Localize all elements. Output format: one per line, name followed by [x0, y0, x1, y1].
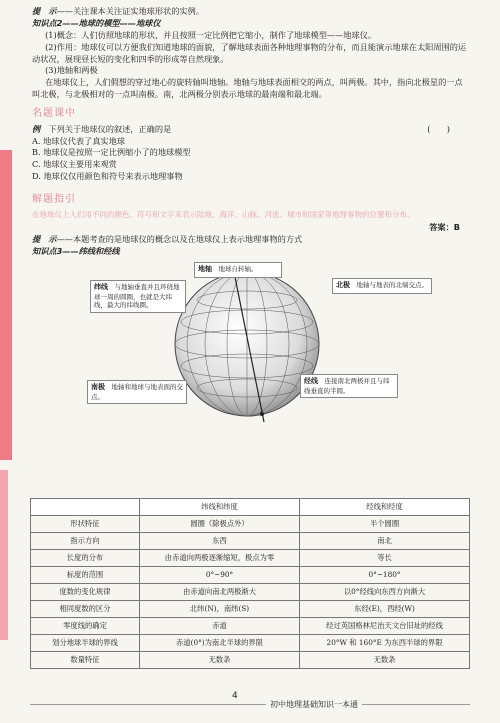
knowledge-point-2-title: 知识点2——地球的模型——地球仪: [32, 17, 161, 28]
label-latitude-text: 与地轴垂直并且环绕地球一周的圆圈，也就是大纬线，最大的纬线圈。: [94, 283, 180, 310]
table-row: [31, 618, 470, 635]
tip-2-label: 提 示: [32, 234, 57, 245]
table-cell: 赤道: [140, 618, 300, 635]
label-meridian: [300, 374, 398, 398]
table-cell: 标度的范围: [31, 567, 140, 584]
label-latitude-title: 纬线: [94, 283, 108, 292]
table-row: [31, 584, 470, 601]
label-axis: [194, 262, 282, 277]
answer-bracket: ( ): [427, 123, 450, 134]
table-row: [31, 567, 470, 584]
table-cell: 由赤道向南北两极渐大: [140, 584, 300, 601]
table-cell: 0°~180°: [300, 567, 470, 584]
label-north-title: 北极: [336, 281, 350, 290]
page-footer: [0, 690, 500, 718]
south-pole-dot: [260, 412, 264, 416]
table-cell: 形状特征: [31, 516, 140, 533]
label-meridian-title: 经线: [304, 377, 318, 386]
table-header: [31, 499, 140, 516]
table-cell: 度数的变化规律: [31, 584, 140, 601]
answer-row: [32, 222, 460, 234]
table-row: [31, 516, 470, 533]
kp2-item-2: (2)作用：地球仪可以方便我们知道地球的面貌，了解地球表面各种地理事物的分布，而且能演示地球在太阳周围的运动状况，展现昼长短的变化和四季的形成等自然现象。: [32, 41, 467, 64]
table-cell: 东西: [140, 533, 300, 550]
table-header: 纬线和纬度: [140, 499, 300, 516]
table-row: [31, 533, 470, 550]
label-south-text: 地轴和地球与地表面的交点。: [91, 383, 183, 401]
table-cell: 经过英国格林尼治天文台旧址的经线: [300, 618, 470, 635]
table-cell: 赤道(0°)为南北半球的界限: [140, 635, 300, 652]
choice-b: B. 地球仪是按照一定比例缩小了的地球模型: [32, 147, 191, 158]
example-label: 例: [32, 123, 41, 134]
choice-c: C. 地球仪主要用来观赏: [32, 159, 117, 170]
table-cell: 长度的分布: [31, 550, 140, 567]
footer-rule: [30, 704, 470, 705]
table-row: [31, 601, 470, 618]
table-cell: 南北: [300, 533, 470, 550]
example-section-title: 名题课中: [32, 108, 76, 120]
table-cell: 以0°经线向东西方向渐大: [300, 584, 470, 601]
knowledge-point-3-title: 知识点3——纬线和经线: [32, 246, 120, 257]
choice-a: A. 地球仪代表了真实地球: [32, 135, 125, 146]
page-content: [32, 6, 470, 422]
label-meridian-text: 连接南北两极并且与纬线垂直的半圆。: [304, 377, 390, 395]
label-north: [332, 278, 432, 293]
tip-1: [32, 6, 470, 18]
table-cell: 指示方向: [31, 533, 140, 550]
book-title: 初中地理基础知识一本通: [266, 699, 362, 711]
example-question-row: [32, 124, 470, 136]
label-axis-text: 地球自转轴。: [218, 265, 258, 274]
label-latitude: [90, 280, 186, 313]
page-number: 4: [232, 691, 238, 701]
page-edge-band-lower: [0, 470, 8, 640]
table-cell: 由赤道向两极逐渐缩短，极点为零: [140, 550, 300, 567]
example-question: 下列关于地球仪的叙述，正确的是: [48, 123, 172, 134]
table-cell: 划分地球半球的界线: [31, 635, 140, 652]
analysis-section-title: 解题指引: [32, 194, 76, 206]
label-south: [87, 380, 187, 404]
table-row: [31, 652, 470, 669]
label-south-title: 南极: [91, 383, 105, 392]
answer: 答案：B: [429, 222, 460, 233]
tip-2-text: ——本题考查的是地球仪的概念以及在地球仪上表示地理事物的方式: [56, 234, 303, 245]
label-axis-title: 地轴: [198, 265, 212, 274]
table-cell: 20°W 和 160°E 为东西半球的界限: [300, 635, 470, 652]
table-cell: 圆圈（除极点外）: [140, 516, 300, 533]
kp2-item-1: (1)概念：人们仿照地球的形状，并且按照一定比例把它缩小，制作了地球模型——地球仪。: [45, 29, 377, 40]
table-cell: 数量特征: [31, 652, 140, 669]
table-cell: 0°~90°: [140, 567, 300, 584]
table-cell: 无数条: [140, 652, 300, 669]
table-header-row: [31, 499, 470, 516]
kp2-item-4: 在地球仪上，人们假想的穿过地心的旋转轴叫地轴。地轴与地球表面相交的两点，叫两极。其中，指向北极星的一点叫北极，与北极相对的一点叫南极。南，北两极分别表示地球的最南端和最北端。: [32, 77, 463, 100]
table-cell: 无数条: [300, 652, 470, 669]
table-row: [31, 550, 470, 567]
table-cell: 半个圆圈: [300, 516, 470, 533]
page-edge-band: [0, 150, 12, 460]
table-cell: 北纬(N)，南纬(S): [140, 601, 300, 618]
table-header: 经线和经度: [300, 499, 470, 516]
choices-list: [32, 136, 470, 184]
table-cell: 零度线的确定: [31, 618, 140, 635]
kp2-item-3: (3)地轴和两极: [45, 65, 98, 76]
analysis-text: 在地球仪上人们用不同的颜色、符号和文字来表示陆地、海洋、山脉、河流、城市和国家等地理事物的位置和分布。: [32, 209, 415, 219]
table-cell: 等长: [300, 550, 470, 567]
tip-1-text: ——关注课本关注证实地球形状的实例。: [56, 6, 204, 16]
table-row: [31, 635, 470, 652]
tip-1-label: 提 示: [32, 6, 57, 16]
label-north-text: 地轴与地表的北端交点。: [356, 281, 428, 290]
globe-diagram: [32, 262, 470, 422]
latitude-longitude-table: [30, 498, 470, 669]
choice-d: D. 地球仪仅用颜色和符号来表示地理事物: [32, 171, 183, 182]
table-cell: 相同度数的区分: [31, 601, 140, 618]
table-cell: 东经(E)，西经(W): [300, 601, 470, 618]
